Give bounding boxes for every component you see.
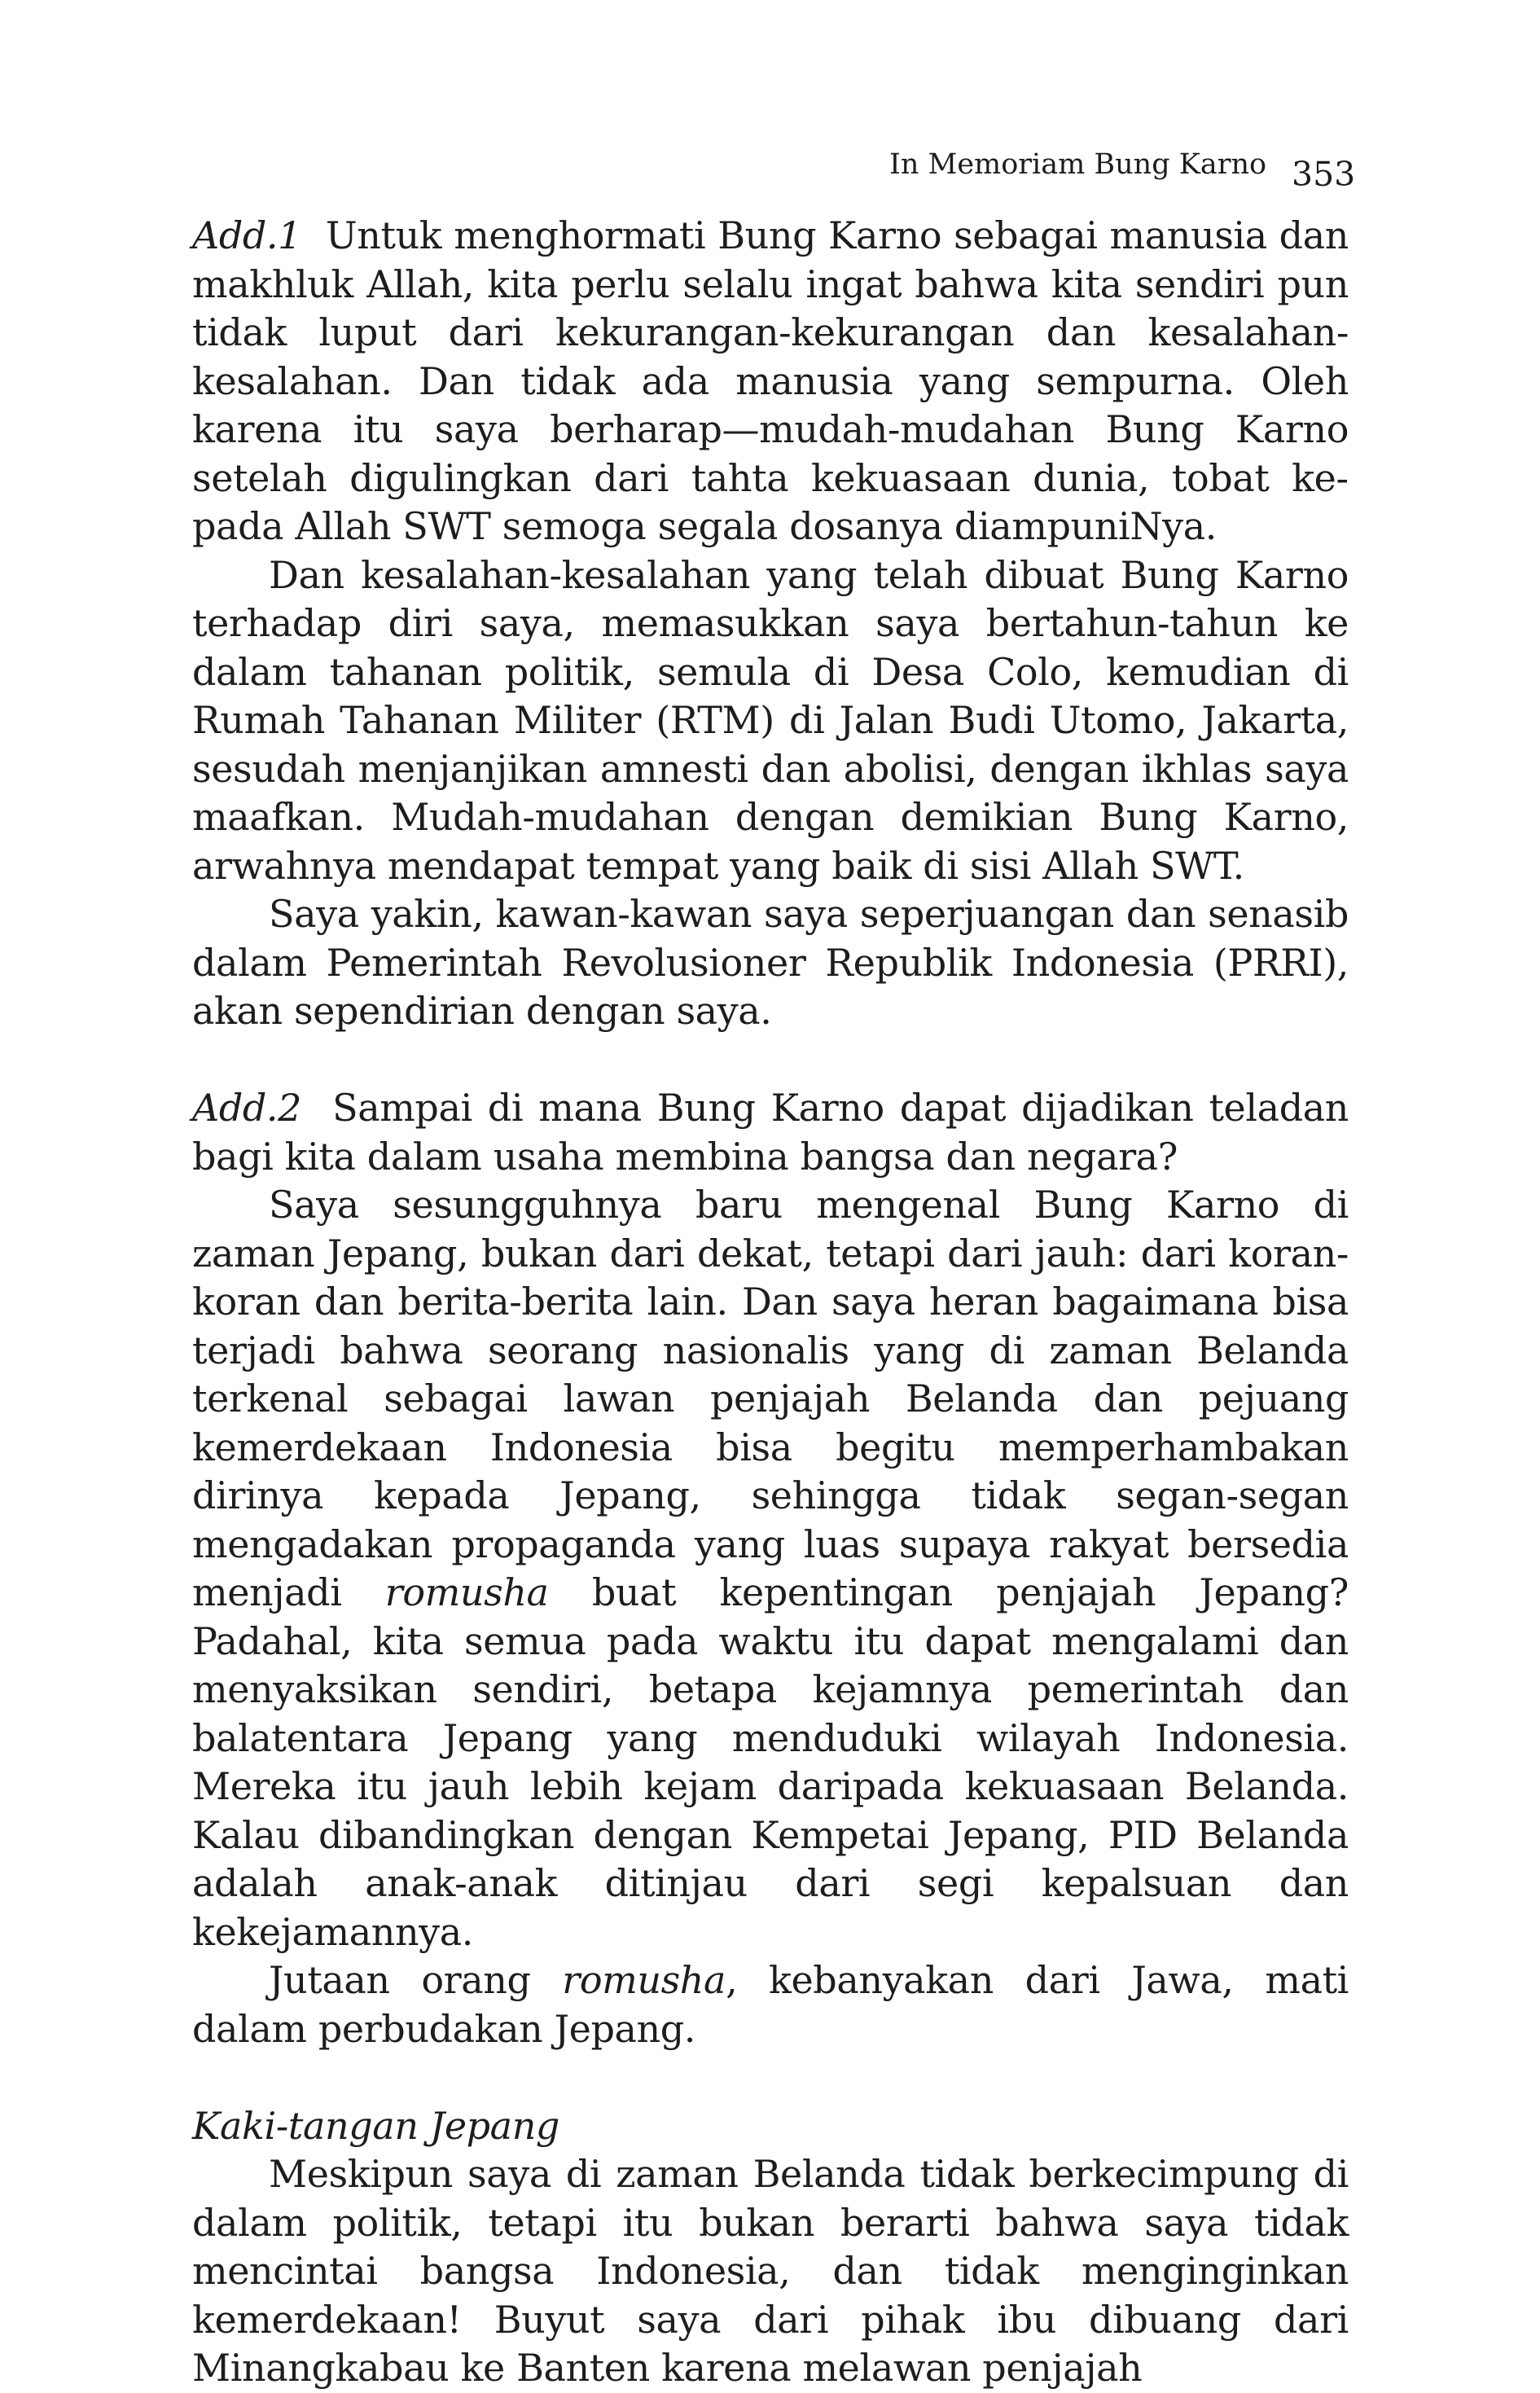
page-number: 353 xyxy=(1292,155,1356,194)
body-text xyxy=(192,212,1349,2393)
section-spacer xyxy=(192,2053,1349,2102)
section3-paragraph-1: Meskipun saya di zaman Belanda tidak berkecimpung di dalam politik, tetapi itu bukan berarti bahwa saya tidak mencintai bangsa Indonesia, dan tidak menginginkan kemerdekaan! Buyut saya dari pihak ibu dibuang dari Minangkabau ke Banten karena melawan penjajah xyxy=(192,2152,1349,2390)
add1-paragraph-3: Saya yakin, kawan-kawan saya seperjuangan dan senasib dalam Pemerintah Revolusioner Republik Indonesia (PRRI), akan sependirian dengan saya. xyxy=(192,892,1349,1033)
add1-paragraph-1-text: Untuk menghormati Bung Karno sebagai manusia dan makhluk Allah, kita perlu selalu ingat bahwa kita sendiri pun tidak luput dari kekurangan-kekurangan dan kesalahan-kesalahan. Dan tidak ada manusia yang sempurna. Oleh karena itu saya berharap—mudah-mudahan Bung Karno setelah digulingkan dari tahta kekuasaan dunia, tobat kepada Allah SWT semoga segala dosanya diampuniNya. xyxy=(192,213,1349,548)
running-title: In Memoriam Bung Karno xyxy=(889,148,1267,181)
add2-paragraph-2-text-b: buat kepentingan penjajah Jepang? Padahal, kita semua pada waktu itu dapat mengalami dan menyaksikan sendiri, betapa kejamnya pemerintah dan balatentara Jepang yang menduduki wilayah Indonesia. Mereka itu jauh lebih kejam daripada kekuasaan Belanda. Kalau dibandingkan dengan Kempetai Jepang, PID Belanda adalah anak-anak ditinjau dari segi kepalsuan dan kekejamannya. xyxy=(192,1570,1349,1954)
add1-label: Add.1 xyxy=(192,213,302,257)
add2-paragraph-1 xyxy=(192,1084,1349,1181)
add1-paragraph-2: Dan kesalahan-kesalahan yang telah dibuat Bung Karno terhadap diri saya, memasukkan saya bertahun-tahun ke dalam tahanan politik, semula di Desa Colo, kemudian di Rumah Tahanan Militer (RTM) di Jalan Budi Utomo, Jakarta, sesudah menjanjikan amnesti dan abolisi, dengan ikhlas saya maafkan. Mudah-mudahan dengan demikian Bung Karno, arwahnya mendapat tempat yang baik di sisi Allah SWT. xyxy=(192,552,1349,888)
section-spacer xyxy=(192,1036,1349,1085)
add1-paragraph-1 xyxy=(192,212,1349,551)
add2-label: Add.2 xyxy=(192,1086,302,1130)
add2-paragraph-2-italic: romusha xyxy=(384,1570,549,1614)
add2-paragraph-3-italic: romusha xyxy=(562,1958,726,2002)
add2-paragraph-2 xyxy=(192,1181,1349,1956)
add2-paragraph-3 xyxy=(192,1956,1349,2053)
add2-paragraph-3-text-b: , kebanyakan dari Jawa, mati dalam perbudakan Jepang. xyxy=(192,1958,1349,2051)
add2-paragraph-3-text-a: Jutaan orang xyxy=(269,1958,531,2002)
add2-paragraph-1-text: Sampai di mana Bung Karno dapat dijadikan teladan bagi kita dalam usaha membina bangsa dan negara? xyxy=(192,1086,1349,1179)
section-heading: Kaki-tangan Jepang xyxy=(192,2103,559,2148)
add2-paragraph-2-text-a: Saya sesungguhnya baru mengenal Bung Karno di zaman Jepang, bukan dari dekat, tetapi dari jauh: dari koran-koran dan berita-berita lain. Dan saya heran bagaimana bisa terjadi bahwa seorang nasionalis yang di zaman Belanda terkenal sebagai lawan penjajah Belanda dan pejuang kemerdekaan Indonesia bisa begitu memperhambakan dirinya kepada Jepang, sehingga tidak segan-segan mengadakan propaganda yang luas supaya rakyat bersedia menjadi xyxy=(192,1183,1349,1614)
